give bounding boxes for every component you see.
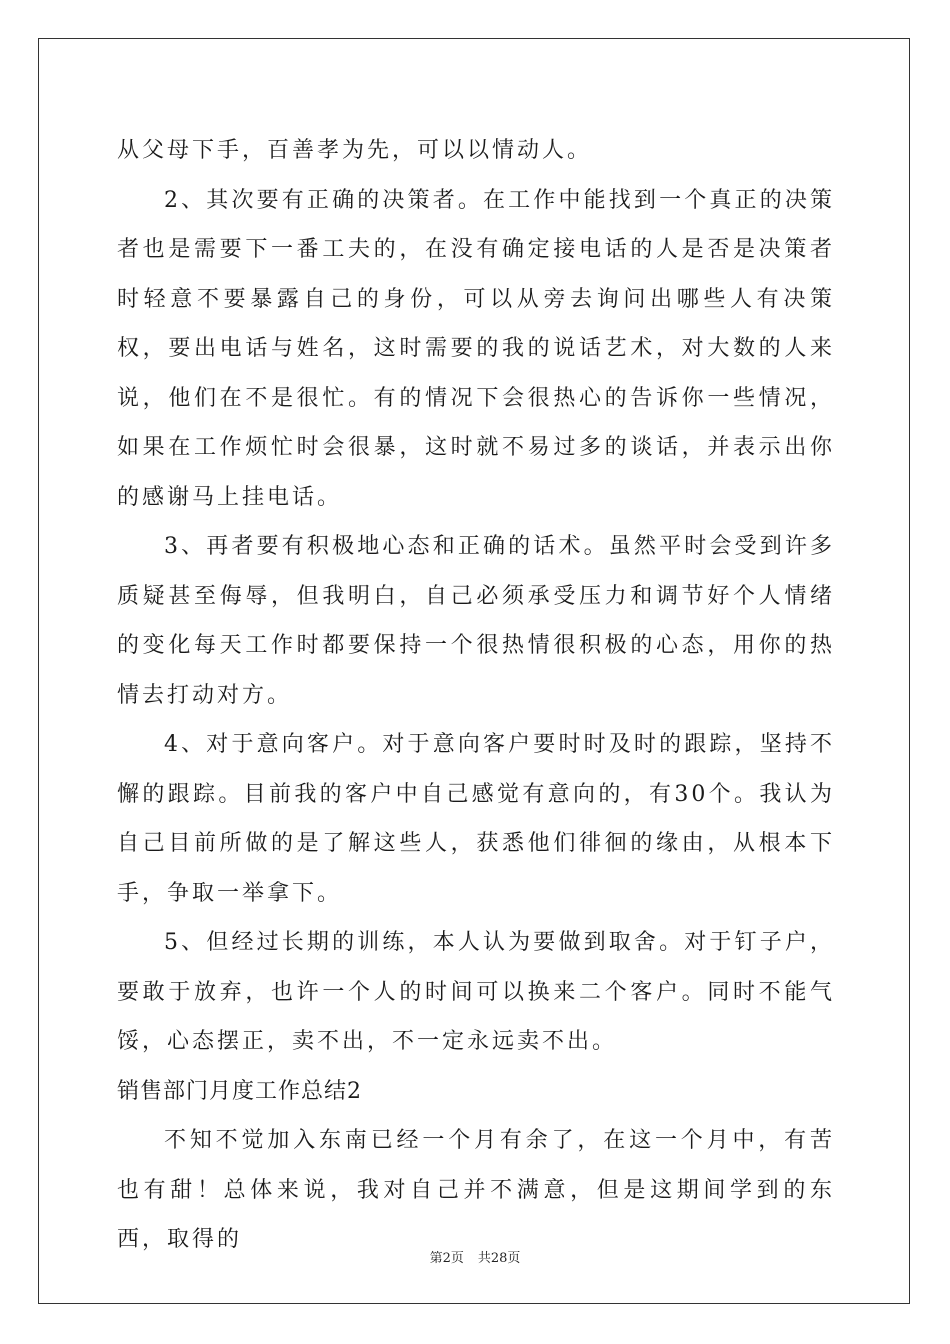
paragraph-4: 4、对于意向客户。对于意向客户要时时及时的跟踪，坚持不懈的跟踪。目前我的客户中自己感觉有意向的，有30个。我认为自己目前所做的是了解这些人，获悉他们徘徊的缘由，从根本下手，争取一举拿下。 (117, 732, 835, 906)
paragraph-3: 3、再者要有积极地心态和正确的话术。虽然平时会受到许多质疑甚至侮辱，但我明白，自己必须承受压力和调节好个人情绪的变化每天工作时都要保持一个很热情很积极的心态，用你的热情去打动对方。 (117, 534, 835, 708)
paragraph-2: 2、其次要有正确的决策者。在工作中能找到一个真正的决策者也是需要下一番工夫的，在没有确定接电话的人是否是决策者时轻意不要暴露自己的身份，可以从旁去询问出哪些人有决策权，要出电话与姓名，这时需要的我的说话艺术，对大数的人来说，他们在不是很忙。有的情况下会很热心的告诉你一些情况，如果在工作烦忙时会很暴，这时就不易过多的谈话，并表示出你的感谢马上挂电话。 (117, 187, 835, 510)
document-body (117, 126, 835, 1265)
paragraph-1: 从父母下手，百善孝为先，可以以情动人。 (117, 138, 593, 163)
closing-paragraph: 不知不觉加入东南已经一个月有余了，在这一个月中，有苦也有甜！总体来说，我对自己并不满意，但是这期间学到的东西，取得的 (117, 1128, 835, 1252)
page-number: 第2页 (429, 1251, 464, 1266)
page-footer (0, 1247, 950, 1266)
page-total: 共28页 (477, 1251, 521, 1266)
paragraph-5: 5、但经过长期的训练，本人认为要做到取舍。对于钉子户，要敢于放弃，也许一个人的时间可以换来二个客户。同时不能气馁，心态摆正，卖不出，不一定永远卖不出。 (117, 930, 835, 1054)
section-heading: 销售部门月度工作总结2 (117, 1078, 362, 1104)
